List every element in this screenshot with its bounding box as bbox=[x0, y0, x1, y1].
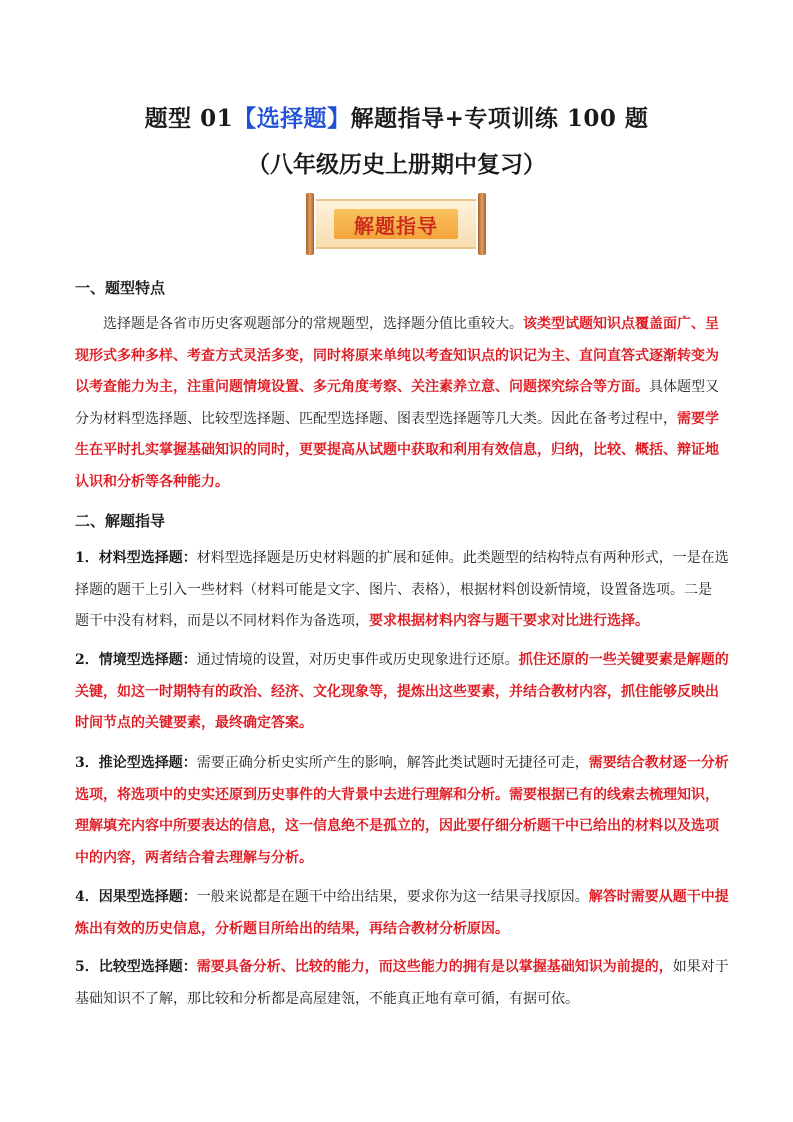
emphasis-text: 理解填充内容中所要表达的信息，这一信息绝不是孤立的，因此要仔细分析题干中已给出的材料以及选项 bbox=[75, 818, 719, 834]
text: 材料型选择题是历史材料题的扩展和延伸。此类题型的结构特点有两种形式，一是在选 bbox=[196, 550, 729, 566]
paragraph-material-type bbox=[75, 543, 729, 638]
item-label: 4．因果型选择题： bbox=[75, 889, 197, 905]
text: 一般来说都是在题干中给出结果，要求你为这一结果寻找原因。 bbox=[196, 889, 589, 905]
section-heading-features: 一、题型特点 bbox=[75, 279, 166, 297]
scroll-paper bbox=[316, 199, 476, 249]
item-label: 2．情境型选择题： bbox=[75, 652, 197, 668]
text: 通过情境的设置，对历史事件或历史现象进行还原。 bbox=[196, 652, 519, 668]
emphasis-text: 抓住还原的一些关键要素是解题的 bbox=[518, 652, 729, 668]
emphasis-text: 以考查能力为主，注重问题情境设置、多元角度考察、关注素养立意、问题探究综合等方面。 bbox=[75, 379, 649, 395]
scroll-rod-left bbox=[306, 193, 314, 255]
item-label: 5．比较型选择题： bbox=[75, 959, 197, 975]
emphasis-text: 需要结合教材逐一分析 bbox=[588, 755, 729, 771]
emphasis-text: 需要学 bbox=[677, 410, 719, 427]
paragraph-comparison-type bbox=[75, 952, 729, 1015]
scroll-rod-right bbox=[478, 193, 486, 255]
paragraph-inference-type bbox=[75, 748, 729, 874]
text: 具体题型又 bbox=[649, 379, 719, 395]
item-label: 1．材料型选择题： bbox=[75, 550, 197, 566]
text: 分为材料型选择题、比较型选择题、匹配型选择题、图表型选择题等几大类。因此在备考过程中， bbox=[75, 410, 677, 427]
emphasis-text: 选项，将选项中的史实还原到历史事件的大背景中去进行理解和分析。需要根据已有的线索去梳理知识， bbox=[75, 786, 719, 803]
emphasis-text: 时间节点的关键要素，最终确定答案。 bbox=[75, 715, 313, 731]
item-label: 3．推论型选择题： bbox=[75, 755, 197, 771]
paragraph-situation-type bbox=[75, 645, 729, 740]
banner-label: 解题指导 bbox=[334, 209, 458, 239]
page-title bbox=[0, 100, 793, 133]
guide-banner bbox=[306, 193, 486, 255]
emphasis-text: 该类型试题知识点覆盖面广、呈 bbox=[523, 316, 719, 332]
text: 择题的题干上引入一些材料（材料可能是文字、图片、表格），根据材料创设新情境，设置备选项。二是 bbox=[75, 581, 712, 598]
text: 题干中没有材料，而是以不同材料作为备选项， bbox=[75, 613, 369, 629]
page-subtitle: （八年级历史上册期中复习） bbox=[247, 151, 546, 178]
text: 如果对于 bbox=[672, 959, 729, 975]
text: 基础知识不了解，那比较和分析都是高屋建瓴，不能真正地有章可循，有据可依。 bbox=[75, 990, 579, 1007]
paragraph-features bbox=[75, 309, 723, 498]
emphasis-text: 要求根据材料内容与题干要求对比进行选择。 bbox=[369, 613, 649, 629]
emphasis-text: 现形式多种多样、考查方式灵活多变，同时将原来单纯以考查知识点的识记为主、直问直答式逐渐转变为 bbox=[75, 347, 719, 364]
emphasis-text: 中的内容，两者结合着去理解与分析。 bbox=[75, 849, 313, 866]
emphasis-text: 炼出有效的历史信息，分析题目所给出的结果，再结合教材分析原因。 bbox=[75, 920, 509, 937]
title-prefix: 题型 01 bbox=[144, 105, 234, 132]
emphasis-text: 生在平时扎实掌握基础知识的同时，更要提高从试题中获取和利用有效信息，归纳，比较、概括、辩证地 bbox=[75, 442, 719, 458]
emphasis-text: 需要具备分析、比较的能力，而这些能力的拥有是以掌握基础知识为前提的， bbox=[196, 959, 673, 975]
emphasis-text: 关键，如这一时期特有的政治、经济、文化现象等，提炼出这些要素，并结合教材内容，抓住能够反映出 bbox=[75, 683, 719, 700]
text: 需要正确分析史实所产生的影响，解答此类试题时无捷径可走， bbox=[196, 755, 589, 771]
title-suffix: 解题指导+专项训练 100 题 bbox=[350, 105, 649, 132]
emphasis-text: 认识和分析等各种能力。 bbox=[75, 473, 229, 490]
emphasis-text: 解答时需要从题干中提 bbox=[588, 889, 729, 905]
title-highlight: 【选择题】 bbox=[233, 105, 351, 132]
text: 选择题是各省市历史客观题部分的常规题型，选择题分值比重较大。 bbox=[103, 316, 523, 332]
section-heading-guide: 二、解题指导 bbox=[75, 512, 166, 530]
paragraph-causal-type bbox=[75, 882, 729, 945]
